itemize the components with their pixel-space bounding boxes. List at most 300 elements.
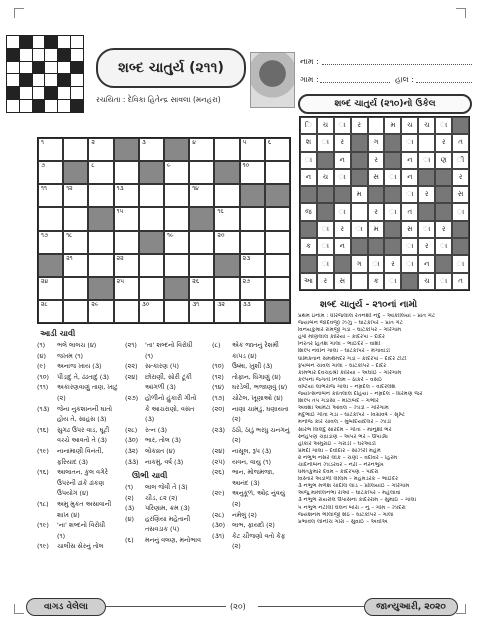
solution-cell: ા	[334, 203, 351, 220]
grid-cell[interactable]	[240, 138, 265, 161]
winner-entry: ૫ નભુભ નટીલી ઘેલન બોરા – નું – ગોમ – ઝાદરા	[298, 504, 406, 511]
page-number: (૨૦)	[230, 602, 246, 611]
solution-cell: િ	[300, 117, 317, 134]
grid-cell[interactable]	[88, 254, 113, 277]
location-label: હાલ :	[395, 75, 414, 84]
solution-block	[418, 169, 435, 186]
clue-text: છોરાણી, સોરી ટૂંકી	[145, 372, 192, 381]
name-field[interactable]	[322, 64, 472, 65]
grid-block	[88, 207, 113, 230]
clue-number: (૧૯)	[37, 542, 49, 551]
address-field[interactable]	[320, 82, 390, 83]
grid-cell[interactable]	[38, 161, 63, 184]
solution-block	[435, 255, 452, 272]
clue-number: ૨૦	[217, 231, 225, 239]
grid-cell[interactable]	[240, 300, 265, 323]
clue-text: યવન, વાયુ (૧)	[232, 457, 271, 466]
clue-number: (૧૩)	[37, 404, 50, 413]
grid-cell[interactable]	[265, 207, 290, 230]
winner-entry: શિલ્પ તપ ગડાસા – મોટાબદ – ગંભીર	[298, 398, 379, 405]
solution-cell: ા	[317, 238, 334, 255]
winner-entry: હર્ષા મણિલાલ કારિયા – કાંદરપા – દાદર	[298, 334, 385, 341]
solution-cell: ા	[368, 255, 385, 272]
clue-number: ૨૩	[242, 254, 251, 262]
solution-cell: ા	[418, 152, 435, 169]
clue-number: (૪)	[37, 351, 46, 360]
solution-cell: મ	[384, 117, 401, 134]
clue-number: (૧૭)	[212, 393, 225, 402]
solution-cell: ા	[435, 117, 452, 134]
grid-cell[interactable]	[164, 254, 189, 277]
solution-block	[317, 203, 334, 220]
grid-cell[interactable]	[164, 184, 189, 207]
solution-cell: ચ	[317, 169, 334, 186]
grid-cell[interactable]	[63, 138, 88, 161]
grid-cell[interactable]	[164, 300, 189, 323]
grid-cell[interactable]	[265, 161, 290, 184]
solution-cell: ર	[435, 221, 452, 238]
clue-number: ૨૪	[41, 277, 49, 285]
clue-number: ૨૧	[66, 254, 73, 262]
grid-cell[interactable]	[114, 207, 139, 230]
solution-grid	[299, 116, 470, 291]
solution-cell: ા	[384, 169, 401, 186]
solution-block	[401, 273, 418, 290]
clue-item	[125, 482, 211, 493]
winner-entry: પ્રેમદી ગાલા – દેવીદાર – સાંઝેરી મહેમે	[298, 447, 381, 454]
clue-item	[212, 510, 296, 521]
winner-entry: મદુભાઈ ગીતા ગડા – ઘાટકોપર – વિગ્રાવર્ષ – સૃષ્ટિ	[298, 412, 406, 419]
clue-text: કેટ ચીજણો વતો કેફ	[232, 531, 286, 540]
grid-block	[38, 254, 63, 277]
winner-entry: ૩ નભુભ મળેશ ચાંદોલ લાડ – પ્રીલિયાઈ – ગોરેગામ	[298, 483, 410, 490]
grid-cell[interactable]	[189, 161, 214, 184]
clue-item	[37, 361, 125, 372]
clue-text: અકારણવાણું તાણ, ખાટું	[57, 383, 118, 392]
winner-entry: પ્રથમ ઇનામ : ધીરજલાલ રતનશી નંદુ – આકોલિયા – પ્રાંત ગેટ	[298, 313, 436, 319]
solution-block	[384, 221, 401, 238]
clue-text: આલાતન, કુલ વગેરે	[57, 468, 108, 477]
clue-number: (૧૬)	[37, 425, 49, 434]
grid-cell[interactable]	[63, 254, 88, 277]
clue-number: ૨૨	[116, 254, 124, 262]
location-field[interactable]	[416, 82, 472, 83]
solution-cell: ા	[435, 273, 452, 290]
solution-cell	[418, 134, 435, 151]
clue-text: 'તા' શબ્દનો વિરોધી	[145, 341, 193, 349]
clue-item	[212, 488, 296, 499]
puzzle-title: શબ્દ ચાતુર્ય (૨૧૧)	[96, 48, 246, 88]
clue-item	[212, 361, 296, 372]
grid-block	[265, 300, 290, 323]
clue-number: ૧૯	[167, 231, 174, 239]
clue-item	[37, 351, 125, 362]
clue-text: પરિણામ, ક્રમ (૩)	[145, 504, 190, 513]
grid-cell[interactable]	[139, 207, 164, 230]
clue-number: ૯	[167, 162, 171, 170]
clue-item	[212, 520, 296, 531]
grid-cell[interactable]	[139, 184, 164, 207]
winner-entry: ૩ નભુભ રાયરોલ ઉપાસના કાંદરરામ – સુમાઈ – ગાલા	[298, 497, 417, 504]
clue-text: ઉપયોગ (૪)	[57, 489, 89, 498]
solution-cell: ર	[368, 152, 385, 169]
clue-number: (૨)	[125, 493, 134, 502]
grid-cell[interactable]	[214, 138, 239, 161]
grid-cell[interactable]	[214, 207, 239, 230]
solution-cell: ચ	[317, 117, 334, 134]
clue-number: (૨૪)	[125, 372, 138, 381]
clue-number: ૮	[91, 162, 95, 170]
clue-text: હરણિયા મહેતાની	[145, 514, 191, 523]
clue-item	[37, 488, 125, 499]
solution-cell: ા	[452, 255, 469, 272]
clue-item	[212, 446, 296, 457]
clue-text: ઉષ્મા, ખુશી (૩)	[232, 362, 273, 371]
solution-cell: ા	[300, 152, 317, 169]
clue-number: (૨૫)	[212, 457, 225, 466]
clue-text: શાખ (૪)	[57, 510, 80, 519]
grid-block	[114, 138, 139, 161]
down-clues-continued	[212, 340, 296, 552]
clue-text: ચોટેલ, ખૂણાઓ (૪)	[232, 393, 283, 402]
grid-cell[interactable]	[38, 300, 63, 323]
clue-number: ૨૭	[242, 277, 251, 285]
grid-cell[interactable]	[240, 254, 265, 277]
clue-number: ૨૫	[116, 277, 125, 285]
grid-block	[265, 184, 290, 207]
clue-number: ૩૩	[242, 300, 251, 308]
clue-item	[37, 425, 125, 436]
solution-cell: ા	[317, 134, 334, 151]
clue-item	[212, 404, 296, 415]
solution-cell: ચ	[401, 117, 418, 134]
solution-cell: ા	[317, 255, 334, 272]
solution-cell: ગ	[351, 255, 368, 272]
clue-text: લાભ, ફાયદો (૨)	[232, 521, 275, 530]
clue-item	[212, 467, 296, 478]
grid-cell[interactable]	[63, 207, 88, 230]
grid-cell[interactable]	[189, 300, 214, 323]
grid-cell[interactable]	[63, 300, 88, 323]
solution-block	[334, 255, 351, 272]
grid-cell[interactable]	[189, 231, 214, 254]
name-label: નામ :	[300, 57, 319, 66]
grid-cell[interactable]	[164, 207, 189, 230]
clue-item	[37, 531, 125, 542]
solution-cell: ા	[384, 203, 401, 220]
clue-text: ભાર, તોલ (૩)	[145, 436, 181, 445]
author-line: રચયિતા : દેવિકા હિતેન્દ્ર સાવલા (મનહરા)	[96, 95, 221, 104]
clue-number: (૨૦)	[212, 404, 225, 413]
grid-cell[interactable]	[139, 254, 164, 277]
grid-cell[interactable]	[63, 277, 88, 300]
clue-text: ચીડ, ૮૨ (૨)	[145, 493, 178, 502]
solution-cell	[351, 273, 368, 290]
solution-block	[351, 169, 368, 186]
solution-cell: ા	[334, 117, 351, 134]
clue-text: સુગઢ ઉપર વાડ, ઘૂટી	[57, 425, 110, 434]
grid-cell[interactable]	[189, 277, 214, 300]
winner-entry: વર્ષ્ટિયા લાભરાજ ગાલા – નમ્રદલ – વાદરલેશ	[298, 383, 396, 390]
solution-cell: ક	[300, 238, 317, 255]
solution-block	[384, 238, 401, 255]
grid-cell[interactable]	[214, 184, 239, 207]
grid-cell[interactable]	[139, 277, 164, 300]
clue-text: (૨)	[232, 436, 241, 445]
grid-cell[interactable]	[114, 161, 139, 184]
clue-number: ૭	[41, 162, 46, 170]
grid-cell[interactable]	[265, 277, 290, 300]
clue-text: અનુકૂળ, ઓદ્ર નુંવયું	[232, 489, 285, 498]
grid-block	[214, 161, 239, 184]
clue-number: (૧૯)	[37, 446, 49, 455]
clue-item	[125, 524, 211, 535]
clue-item	[212, 393, 296, 404]
grid-cell[interactable]	[88, 231, 113, 254]
grid-cell[interactable]	[240, 161, 265, 184]
clue-number: ૧૭	[41, 231, 49, 239]
clue-number: ૧	[41, 139, 44, 146]
grid-cell[interactable]	[88, 138, 113, 161]
clue-item	[37, 499, 125, 510]
grid-cell[interactable]	[189, 184, 214, 207]
grid-block	[164, 138, 189, 161]
solution-block	[317, 186, 334, 203]
clue-text: અનાજ ખાય (૩)	[57, 362, 102, 371]
clue-item	[125, 351, 211, 362]
grid-cell[interactable]	[164, 231, 189, 254]
clue-text: (૧)	[145, 351, 154, 360]
crop-mark-tr	[456, 8, 466, 18]
grid-cell[interactable]	[38, 231, 63, 254]
clue-number: (૨૩)	[212, 425, 225, 434]
grid-block	[88, 277, 113, 300]
winner-entry: રૂપાબેન ચાવલ ગાલા – ઘાટકોપર – દાદર	[298, 362, 387, 369]
footer-rule-left	[106, 606, 226, 607]
winner-entry: ચાંદનીબેન ઝાડરવર – નઢી – નેરનભુખ	[298, 461, 384, 468]
clue-item	[37, 372, 125, 383]
grid-cell[interactable]	[240, 207, 265, 230]
solution-cell: ર	[418, 186, 435, 203]
clue-text: ભાન, મોજમજા,	[232, 468, 275, 477]
clue-item	[125, 425, 211, 436]
clue-number: ૩	[141, 139, 146, 146]
grid-block	[63, 161, 88, 184]
winner-entry: વિસ્તાર અડાળી લીલમ – મહમડરક – ભાઈંદર	[298, 476, 399, 483]
grid-cell[interactable]	[139, 300, 164, 323]
solution-cell: ન	[334, 238, 351, 255]
clue-text: રત્ન (૩)	[145, 425, 168, 434]
clue-item	[37, 467, 125, 478]
clue-number: ૧૦	[242, 162, 250, 170]
solution-block	[317, 152, 334, 169]
grid-block	[164, 277, 189, 300]
clue-number: (૨૮)	[125, 425, 138, 434]
winner-entry: કામભાર દેવચંદ્રશ્રી કારિયા – અઘોઈ – ગોરેગામ	[298, 369, 402, 376]
clue-item	[37, 510, 125, 521]
solution-block	[300, 221, 317, 238]
clue-item	[125, 493, 211, 504]
clue-number: ૧૬	[217, 208, 224, 216]
grid-cell[interactable]	[114, 277, 139, 300]
winner-entry: ધાર્મિક્તાન સમર્થમંદર ગડા – કાંદરપા – દાદર ટીટી	[298, 355, 407, 362]
solution-block	[435, 186, 452, 203]
solution-cell: ા	[334, 169, 351, 186]
clue-text: નાનામાણી વિનંતી,	[57, 446, 104, 455]
clue-text: ફરિયાદ (૩)	[57, 457, 88, 466]
clue-number: (૯)	[37, 362, 46, 371]
winner-entry: વિનયકુમાર રામજી ગડા – ઘાટકોપર – ગોરેગામ	[298, 327, 402, 334]
clue-item	[37, 446, 125, 457]
solution-block	[452, 117, 469, 134]
solution-cell: ા	[401, 255, 418, 272]
grid-cell[interactable]	[214, 277, 239, 300]
grid-cell[interactable]	[114, 254, 139, 277]
clue-text: મનનું વલણ, મનોભાવ	[145, 535, 202, 544]
clue-text: એક જાતનું રેશમી	[232, 341, 279, 349]
grid-cell[interactable]	[38, 207, 63, 230]
clue-number: ૧૨	[66, 185, 73, 193]
clue-item	[212, 340, 296, 351]
grid-cell[interactable]	[265, 138, 290, 161]
solution-block	[384, 152, 401, 169]
clue-item	[125, 535, 211, 546]
clue-item	[125, 514, 211, 525]
grid-cell[interactable]	[88, 184, 113, 207]
clue-text: કાપડ (૪)	[232, 351, 257, 360]
clue-text: ચાલીસ સેરનું તોલ	[57, 542, 104, 551]
clue-text: જેના નુકશાનની ઘાતો	[57, 404, 113, 413]
grid-cell[interactable]	[38, 184, 63, 207]
clue-item	[212, 478, 296, 489]
grid-cell[interactable]	[265, 254, 290, 277]
winners-heading: શબ્દ ચાતુર્ય - ૨૧૦નાં નામો	[320, 300, 418, 310]
grid-cell[interactable]	[214, 231, 239, 254]
clue-number: ૧૪	[192, 185, 199, 193]
solution-cell: જ	[300, 203, 317, 220]
winner-entry: અવશા આમેટા આવલ – ઝાડો – ગોરેગામ	[298, 405, 389, 412]
clue-text: ઠંઠો, ઠાડું ભરધુ ચનગનું	[232, 425, 290, 434]
crop-mark-tl	[14, 8, 24, 18]
solution-cell: સ	[334, 273, 351, 290]
clue-item	[37, 478, 125, 489]
clue-number: (૧૬)	[37, 468, 49, 477]
winner-entry: ધમેતકુમાર દેવમ – કાંદરપણ – પાદરા	[298, 469, 379, 476]
solution-block	[300, 186, 317, 203]
grid-cell[interactable]	[63, 184, 88, 207]
solution-cell: શ	[300, 134, 317, 151]
clue-text: (૩)	[145, 415, 155, 424]
grid-cell[interactable]	[189, 254, 214, 277]
grid-cell[interactable]	[114, 184, 139, 207]
clue-number: (૧૪)	[212, 383, 225, 392]
solution-cell: ર	[452, 169, 469, 186]
clue-item	[125, 446, 211, 457]
clue-number: ૩૧	[192, 300, 200, 308]
solution-block	[435, 169, 452, 186]
clue-text: હોળીનો હુંકારી ગીતો	[145, 393, 197, 402]
grid-cell[interactable]	[114, 300, 139, 323]
solution-cell: ા	[401, 134, 418, 151]
grid-cell[interactable]	[88, 300, 113, 323]
solution-cell: ર	[334, 134, 351, 151]
solution-cell: ર	[384, 255, 401, 272]
grid-block	[214, 254, 239, 277]
clue-item	[125, 361, 211, 372]
clue-item	[37, 435, 125, 446]
grid-cell[interactable]	[139, 138, 164, 161]
solution-block	[368, 238, 385, 255]
grid-cell[interactable]	[214, 300, 239, 323]
grid-block	[189, 207, 214, 230]
clue-item	[212, 414, 296, 425]
solution-cell: ચ	[418, 117, 435, 134]
winner-entry: કલ્પના જગતી નિલમ – ઠાકરે – વસઈ	[298, 376, 383, 383]
grid-cell[interactable]	[164, 161, 189, 184]
author-photo	[250, 52, 295, 108]
clue-text: આંગળી (૩)	[145, 383, 176, 392]
clue-text: તસવડાક (૫)	[145, 525, 180, 534]
solution-cell: ા	[418, 221, 435, 238]
clue-number: (૧૦)	[212, 362, 224, 371]
solution-cell: ા	[317, 221, 334, 238]
grid-cell[interactable]	[265, 231, 290, 254]
solution-cell: ગ	[368, 134, 385, 151]
clue-number: (૧૦)	[37, 372, 49, 381]
grid-cell[interactable]	[240, 277, 265, 300]
clue-item	[212, 531, 296, 542]
clue-number: (૪)	[125, 514, 134, 523]
clue-number: (૩૦)	[125, 436, 139, 445]
clue-text: જખમ (૧)	[57, 351, 83, 360]
solution-block	[300, 255, 317, 272]
solution-block	[452, 221, 469, 238]
grid-block	[240, 184, 265, 207]
grid-cell[interactable]	[240, 231, 265, 254]
winner-entry: જ્યોત્સનાબેન કાંતિલાલ દેહિયા – નમ્રદલ – ધિરમણ જર	[298, 391, 423, 398]
solution-block	[418, 203, 435, 220]
clue-item	[125, 457, 211, 468]
solution-cell	[368, 117, 385, 134]
clue-number: (૨૮)	[212, 510, 225, 519]
grid-cell[interactable]	[38, 138, 63, 161]
solution-cell: સ	[368, 169, 385, 186]
solution-cell: ન	[418, 255, 435, 272]
clue-item	[212, 499, 296, 510]
grid-cell[interactable]	[63, 231, 88, 254]
solution-cell: ત	[452, 273, 469, 290]
solution-cell: સ	[401, 221, 418, 238]
clue-item	[212, 435, 296, 446]
clue-item	[37, 457, 125, 468]
winner-entry: જયેશનમ ભીલાજી શેઠ – ઘાટકોપર – ગાલા	[298, 511, 394, 518]
solution-cell: ન	[401, 169, 418, 186]
clue-number: ૧૮	[66, 231, 73, 239]
clue-text: (૨)	[57, 393, 66, 402]
grid-cell[interactable]	[88, 161, 113, 184]
clue-item	[212, 457, 296, 468]
clue-number: ૬	[267, 139, 272, 146]
solution-cell: ન	[300, 169, 317, 186]
grid-cell[interactable]	[189, 138, 214, 161]
solution-cell	[351, 203, 368, 220]
clue-number: (૩૨)	[125, 446, 138, 455]
grid-cell[interactable]	[114, 231, 139, 254]
clue-item	[125, 435, 211, 446]
grid-cell[interactable]	[38, 277, 63, 300]
clue-text: નાસૂલ, રૂપ (૩)	[232, 446, 272, 455]
clue-item	[212, 541, 296, 552]
